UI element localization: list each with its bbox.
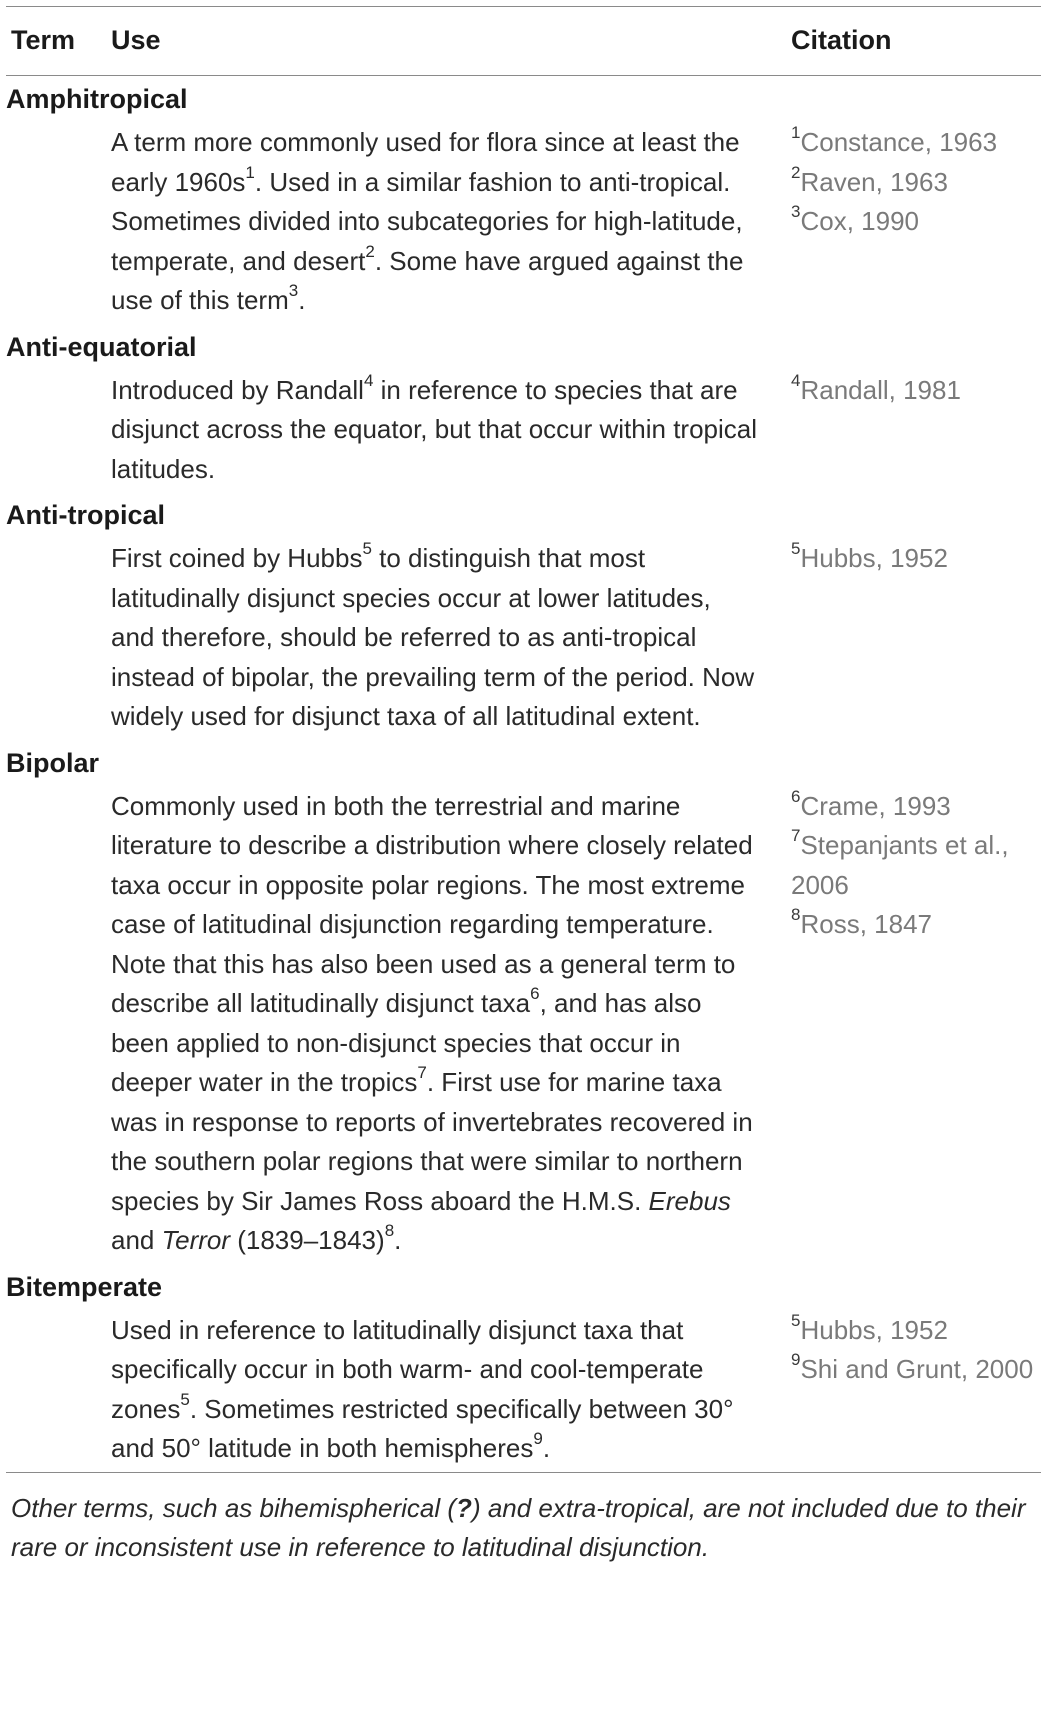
italic-text: Terror: [161, 1225, 230, 1255]
citation-list: [791, 123, 1041, 242]
use-text: . Used in a similar fashion to anti-tropical. Sometimes divided into subcategories for high-latitude, temperate, and desert: [111, 166, 743, 276]
use-text: in reference to species that are disjunct across the equator, but that occur within tropical latitudes.: [111, 374, 758, 484]
table-body: [6, 76, 1041, 1472]
row-content: [6, 787, 1041, 1264]
citation-item: [791, 1311, 1041, 1351]
citation-number: 2: [791, 162, 801, 182]
footnote-text-before: Other terms, such as bihemispherical (: [11, 1492, 457, 1523]
citation-number: 5: [791, 1310, 801, 1330]
term-label: Anti-tropical: [6, 500, 165, 530]
citation-list: [791, 371, 1041, 411]
citation-item: [791, 371, 1041, 411]
row-content: [6, 371, 1041, 493]
use-description: [111, 787, 761, 1264]
citation-item: [791, 123, 1041, 163]
table-row: [6, 1264, 1041, 1472]
use-text: . Sometimes restricted specifically between 30° and 50° latitude in both hemispheres: [111, 1393, 734, 1463]
table-row: [6, 76, 1041, 324]
citation-number: 3: [791, 202, 801, 222]
use-text: Used in reference to latitudinally disjunct taxa that specifically occur in both warm- and cool-temperate zones: [111, 1314, 704, 1424]
table-row: [6, 492, 1041, 740]
term-label: Bitemperate: [6, 1271, 163, 1302]
table-header: [6, 7, 1041, 75]
citation-text: Hubbs, 1952: [800, 543, 948, 573]
term-label: Bipolar: [6, 747, 100, 778]
term-label: Anti-equatorial: [6, 331, 197, 362]
citation-item: [791, 1350, 1041, 1390]
citation-number: 1: [791, 123, 801, 143]
header-term: Term: [11, 25, 76, 55]
use-text: Introduced by Randall: [111, 374, 364, 405]
footnote-ref: 1: [245, 162, 255, 182]
citation-number: 8: [791, 905, 801, 925]
footnote-text-after: ) and extra-tropical, are not included due to their rare or inconsistent use in reference to latitudinal disjunction.: [11, 1492, 1026, 1562]
use-text: to distinguish that most latitudinally disjunct species occur at lower latitudes, and therefore, should be referred to as anti-tropical instead of bipolar, the prevailing term of the period. Now widely used for disjunct taxa of all latitudinal extent.: [111, 543, 755, 731]
row-content: [6, 539, 1041, 740]
use-text: . Some have argued against the use of this term: [111, 245, 744, 315]
use-description: [111, 539, 761, 740]
citation-text: Hubbs, 1952: [800, 1314, 948, 1345]
citation-text: Shi and Grunt, 2000: [800, 1354, 1034, 1384]
italic-text: Erebus: [648, 1185, 731, 1216]
footnote-ref: 6: [530, 984, 540, 1004]
bottom-rule: [6, 1472, 1041, 1473]
footnote-ref: 7: [417, 1063, 427, 1083]
footnote-ref: 5: [180, 1389, 190, 1409]
citation-item: [791, 787, 1041, 827]
use-text: First coined by Hubbs: [111, 543, 363, 573]
use-text: .: [394, 1225, 402, 1255]
citation-item: [791, 905, 1041, 945]
use-text: . First use for marine taxa was in response to reports of invertebrates recovered in the southern polar regions that were similar to northern species by Sir James Ross aboard the H.M.S.: [111, 1067, 753, 1216]
table-row: [6, 324, 1041, 493]
use-text: (1839–1843): [230, 1225, 385, 1255]
use-text: A term more commonly used for flora since at least the early 1960s: [111, 127, 740, 197]
citation-text: Randall, 1981: [800, 374, 961, 405]
footnote-ref: 8: [384, 1221, 395, 1241]
citation-text: Crame, 1993: [800, 790, 951, 821]
citation-number: 6: [791, 786, 801, 806]
use-description: [111, 1311, 761, 1472]
footnote-ref: 9: [533, 1429, 543, 1449]
citation-item: [791, 202, 1041, 242]
citation-number: 4: [791, 370, 801, 390]
use-text: , and has also been applied to non-disjunct species that occur in deeper water in the tropics: [111, 988, 702, 1097]
citation-text: Ross, 1847: [800, 909, 932, 939]
citation-number: 5: [791, 539, 801, 559]
citation-text: Stepanjants et al., 2006: [791, 830, 1009, 900]
footnote-mark: ?: [456, 1492, 472, 1523]
citation-text: Raven, 1963: [800, 166, 948, 197]
term-label: Amphitropical: [6, 84, 188, 114]
footnote-ref: 3: [288, 281, 299, 301]
citation-item: [791, 163, 1041, 203]
header-use: Use: [111, 25, 161, 55]
use-text: Commonly used in both the terrestrial and marine literature to describe a distribution where closely related taxa occur in opposite polar regions. The most extreme case of latitudinal disjunction regarding temperature. Note that this has also been used as a general term to describe all latitudinally disjunct taxa: [111, 790, 753, 1018]
table-row: [6, 740, 1041, 1264]
use-text: and: [111, 1225, 162, 1255]
use-text: .: [298, 285, 306, 315]
citation-number: 7: [791, 826, 801, 846]
use-text: .: [542, 1433, 551, 1463]
terms-table: [6, 6, 1041, 1567]
footnote-ref: 5: [362, 539, 372, 559]
footnote-ref: 4: [363, 370, 374, 390]
use-description: [111, 123, 761, 324]
row-content: [6, 1311, 1041, 1472]
citation-list: [791, 1311, 1041, 1390]
citation-text: Cox, 1990: [800, 206, 919, 236]
citation-list: [791, 787, 1041, 945]
citation-item: [791, 539, 1041, 579]
use-description: [111, 371, 761, 493]
row-content: [6, 123, 1041, 324]
citation-text: Constance, 1963: [800, 127, 998, 157]
footnote-ref: 2: [365, 241, 375, 261]
citation-number: 9: [791, 1350, 801, 1370]
table-footnote: [6, 1477, 1041, 1567]
header-citation: Citation: [791, 25, 892, 55]
citation-item: [791, 826, 1041, 905]
citation-list: [791, 539, 1041, 579]
